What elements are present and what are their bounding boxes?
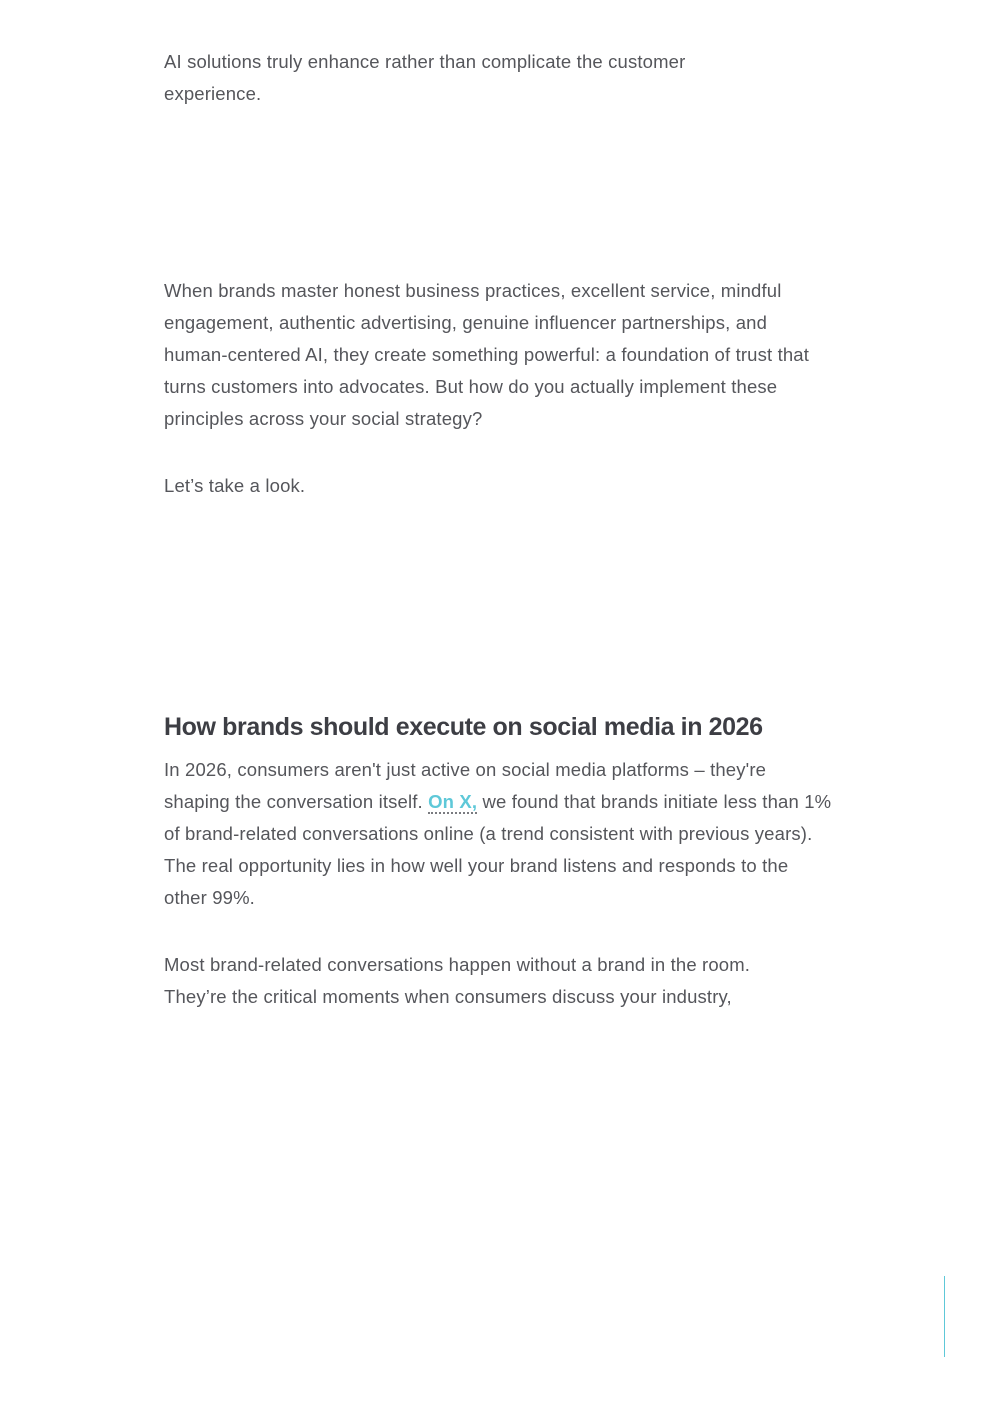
- on-x-link[interactable]: On X,: [428, 791, 478, 812]
- paragraph-take-a-look: Let’s take a look.: [164, 475, 306, 496]
- paragraph-brand-conversations: Most brand-related conversations happen without a brand in the room. They’re the critical moments when consumers discuss your industry,: [164, 954, 751, 1007]
- paragraph-text-before-link: In 2026, consumers aren't just active on social media platforms – they're shaping the conversation itself.: [164, 759, 767, 812]
- paragraph-trust-foundation: When brands master honest business practices, excellent service, mindful engagement, authentic advertising, genuine influencer partnerships, and human-centered AI, they create something powerful: a foundation of trust that turns customers into advocates. But how do you actually implement these principles across your social strategy?: [164, 280, 810, 429]
- paragraph-consumers-2026: [164, 754, 832, 914]
- page-edge-accent-line: [944, 1276, 945, 1357]
- paragraph-text-after-link: we found that brands initiate less than 1% of brand-related conversations online (a trend consistent with previous years). The real opportunity lies in how well your brand listens and responds to the other 99%.: [164, 791, 832, 908]
- section-heading: How brands should execute on social media in 2026: [164, 713, 763, 741]
- paragraph-ai-solutions: AI solutions truly enhance rather than complicate the customer experience.: [164, 51, 686, 104]
